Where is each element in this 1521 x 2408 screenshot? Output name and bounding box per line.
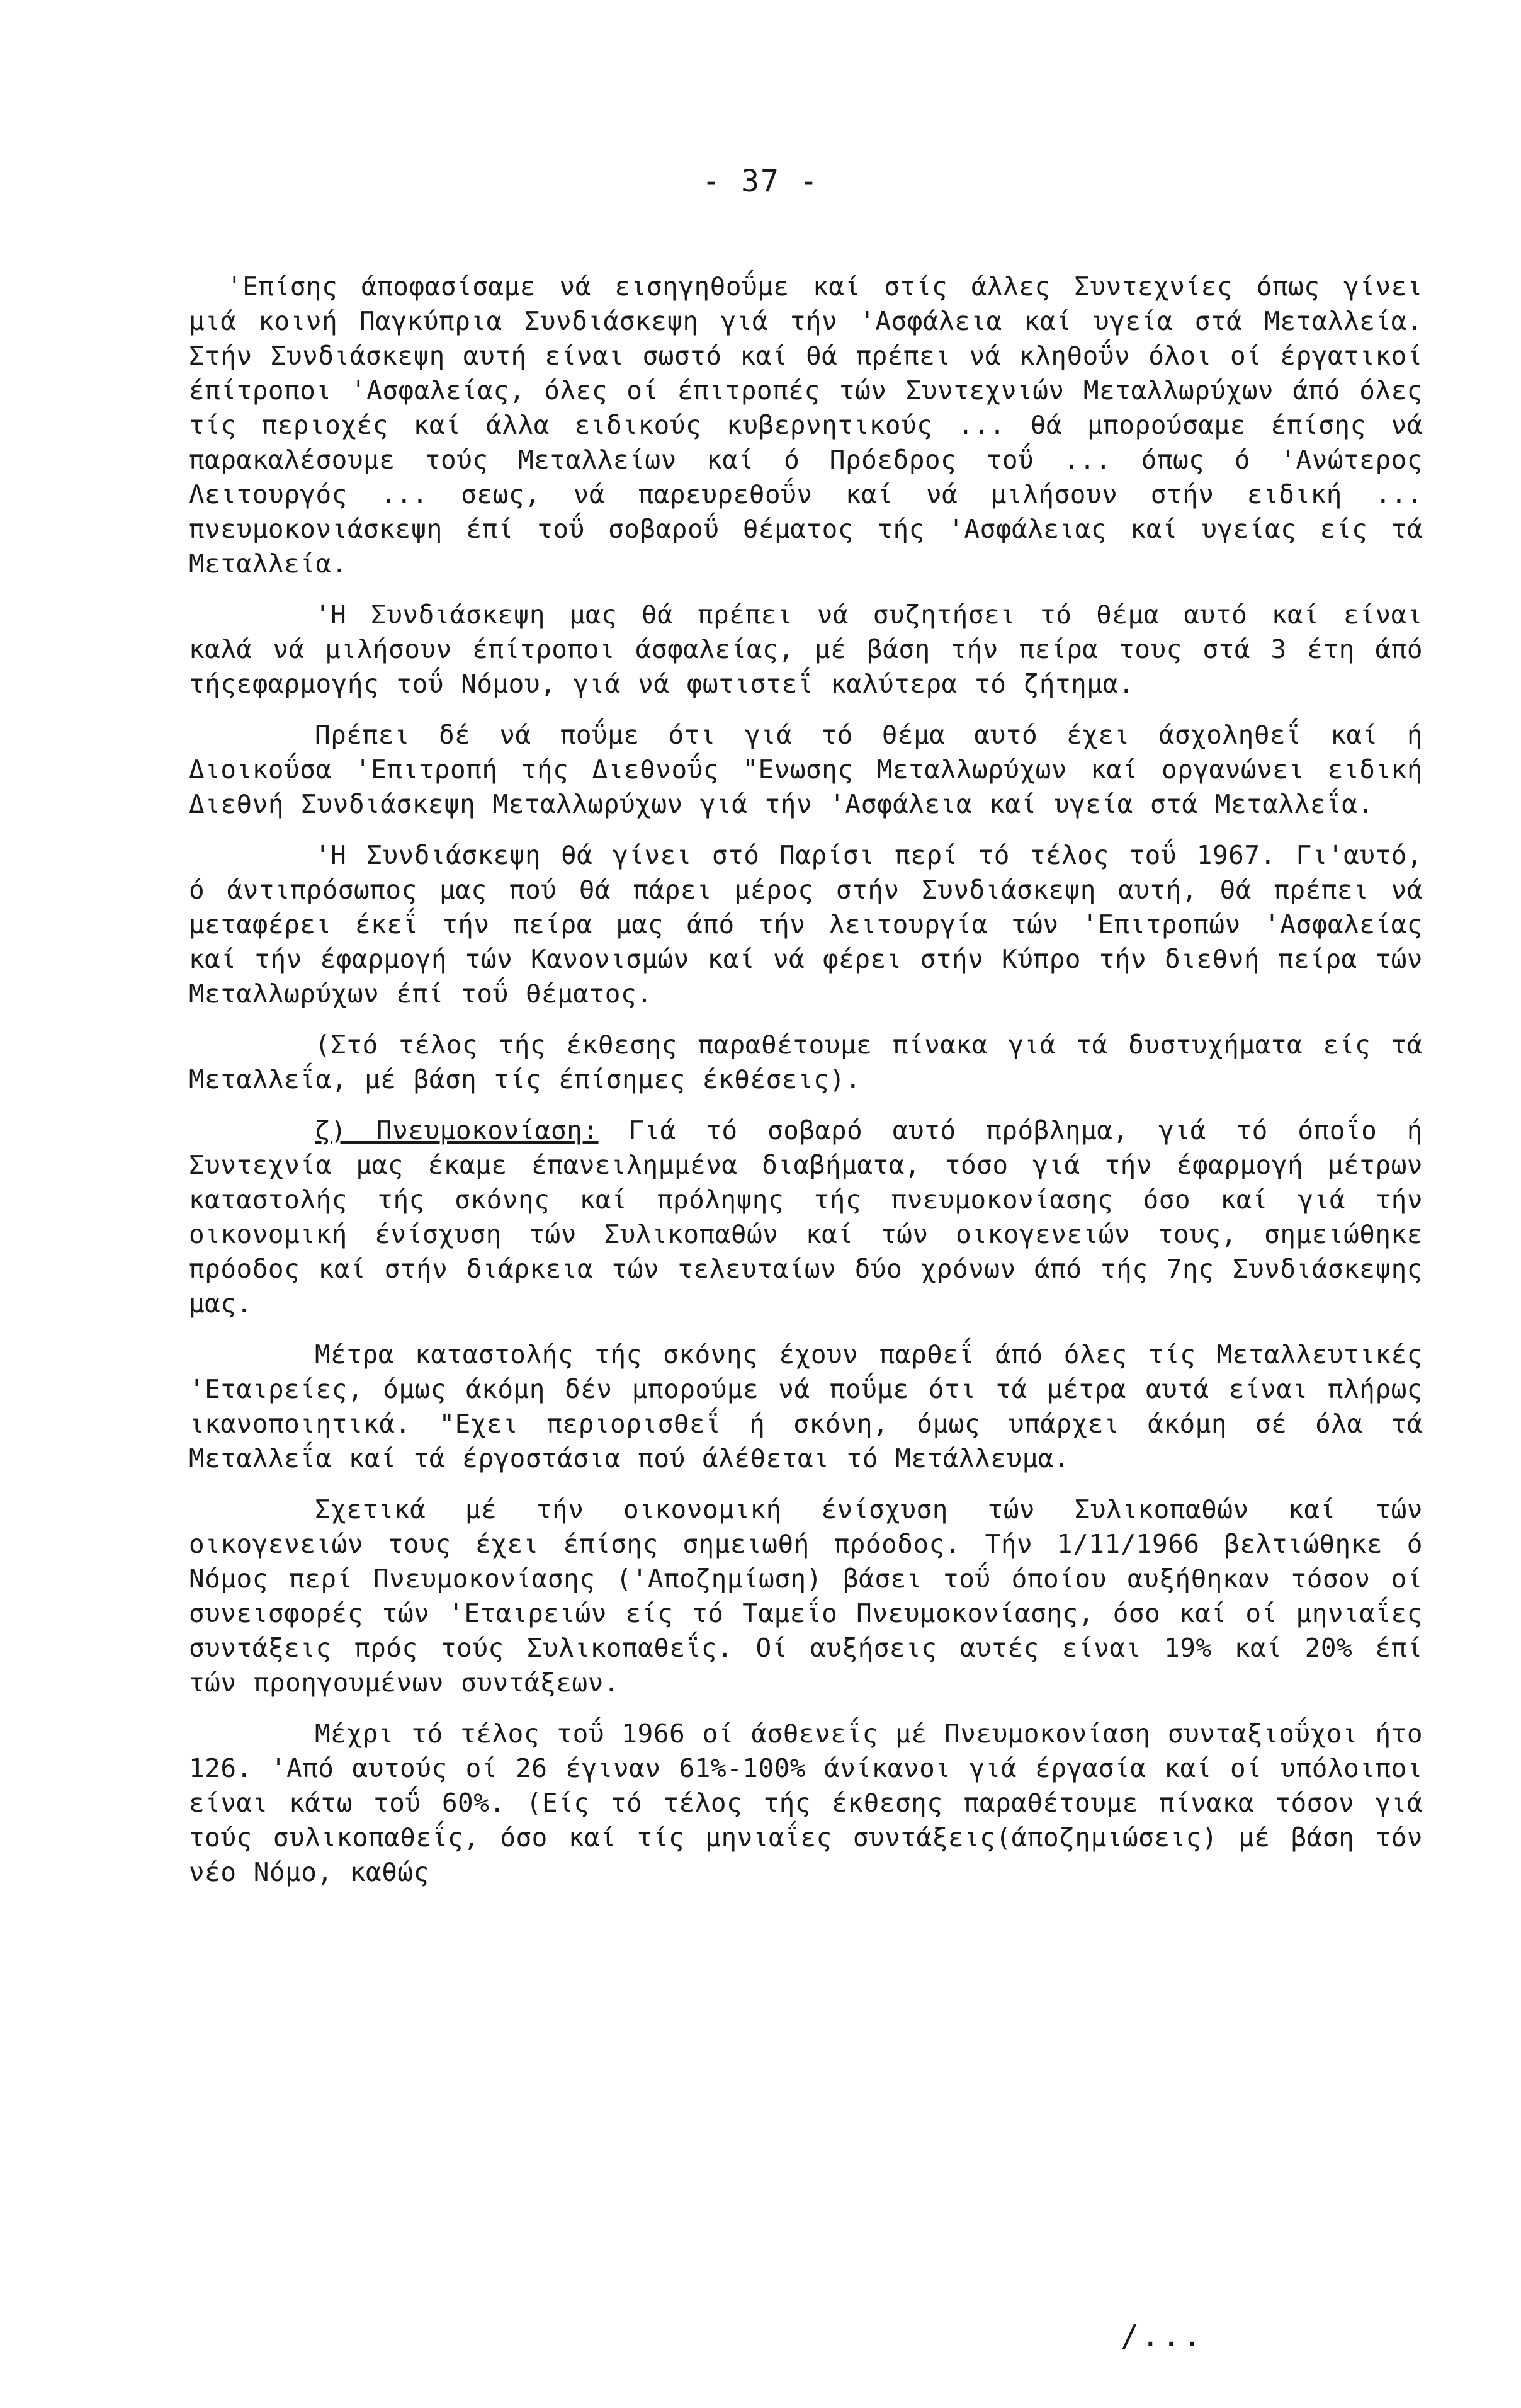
paragraph-safety-conference-proposal: 'Επίσης άποφασίσαμε νά εισηγηθοΰμε καί στίς άλλες Συντεχνίες όπως γίνει μιά κοινή Παγκύπρια Συνδιάσκεψη γιά τήν 'Ασφάλεια καί υγεία στά Μεταλλεία. Στήν Συνδιάσκεψη αυτή είναι σωστό καί θά πρέπει νά κληθοΰν όλοι οί έργατικοί έπίτροποι 'Ασφαλείας, όλες οί έπιτροπές τών Συντεχνιών Μεταλλωρύχων άπό όλες τίς περιοχές καί άλλα ειδικούς κυβερνητικούς ... θά μπορούσαμε έπίσης νά παρακαλέσουμε τούς Μεταλλείων καί ό Πρόεδρος τοΰ ... όπως ό 'Ανώτερος Λειτουργός ... σεως, νά παρευρεθοΰν καί νά μιλήσουν στήν ειδική ... πνευμοκονιάσκεψη έπί τοΰ σοβαροΰ θέματος τής 'Ασφάλειας καί υγείας είς τά Μεταλλεία.: [189, 271, 1423, 579]
paragraph-pensioners: Μέχρι τό τέλος τοΰ 1966 οί άσθενεΐς μέ Πνευμοκονίαση συνταξιοΰχοι ήτο 126. 'Από αυτούς οί 26 έγιναν 61%-100% άνίκανοι γιά έργασία καί οί υπόλοιποι είναι κάτω τοΰ 60%. (Είς τό τέλος τής έκθεσης παραθέτουμε πίνακα τόσον γιά τούς συλικοπαθεΐς, όσο καί τίς μηνιαΐες συντάξεις(άποζημιώσεις) μέ βάση τόν νέο Νόμο, καθώς: [189, 1718, 1423, 1887]
paragraph-conference-discussion: 'Η Συνδιάσκεψη μας θά πρέπει νά συζητήσει τό θέμα αυτό καί είναι καλά νά μιλήσουν έπίτροποι άσφαλείας, μέ βάση τήν πείρα τους στά 3 έτη άπό τήςεφαρμογής τοΰ Νόμου, γιά νά φωτιστεΐ καλύτερα τό ζήτημα.: [189, 599, 1423, 699]
paragraph-pneumoconiosis-text: Γιά τό σοβαρό αυτό πρόβλημα, γιά τό όποΐο ή Συντεχνία μας έκαμε έπανειλημμένα διαβήματα, τόσο γιά τήν έφαρμογή μέτρων καταστολής τής σκόνης καί πρόληψης τής πνευμοκονίασης όσο καί γιά τήν οικονομική ένίσχυση τών Συλικοπαθών καί τών οικογενειών τους, σημειώθηκε πρόοδος καί στήν διάρκεια τών τελευταίων δύο χρόνων άπό τής 7ης Συνδιάσκεψης μας.: [189, 1115, 1423, 1319]
paragraph-accident-table-note: (Στό τέλος τής έκθεσης παραθέτουμε πίνακα γιά τά δυστυχήματα είς τά Μεταλλεΐα, μέ βάση τίς έπίσημες έκθέσεις).: [189, 1030, 1423, 1094]
continuation-mark: /...: [1121, 2319, 1204, 2354]
paragraph-pneumoconiosis: [189, 1113, 1423, 1321]
section-heading-pneumoconiosis: ζ) Πνευμοκονίαση:: [315, 1115, 599, 1145]
document-body: [189, 270, 1423, 1906]
page-number: - 37 -: [702, 164, 819, 199]
paragraph-dust-suppression: Μέτρα καταστολής τής σκόνης έχουν παρθεΐ άπό όλες τίς Μεταλλευτικές 'Εταιρείες, όμως άκόμη δέν μπορούμε νά ποΰμε ότι τά μέτρα αυτά είναι πλήρως ικανοποιητικά. "Εχει περιορισθεΐ ή σκόνη, όμως υπάρχει άκόμη σέ όλα τά Μεταλλεΐα καί τά έργοστάσια πού άλέθεται τό Μετάλλευμα.: [189, 1339, 1423, 1474]
paragraph-financial-support: Σχετικά μέ τήν οικονομική ένίσχυση τών Συλικοπαθών καί τών οικογενειών τους έχει έπίσης σημειωθή πρόοδος. Τήν 1/11/1966 βελτιώθηκε ό Νόμος περί Πνευμοκονίασης ('Αποζημίωση) βάσει τοΰ όποίου αυξήθηκαν τόσον οί συνεισφορές τών 'Εταιρειών είς τό Ταμεΐο Πνευμοκονίασης, όσο καί οί μηνιαΐες συντάξεις πρός τούς Συλικοπαθεΐς. Οί αυξήσεις αυτές είναι 19% καί 20% έπί τών προηγουμένων συντάξεων.: [189, 1494, 1423, 1698]
paragraph-paris-conference: 'Η Συνδιάσκεψη θά γίνει στό Παρίσι περί τό τέλος τοΰ 1967. Γι'αυτό, ό άντιπρόσωπος μας πού θά πάρει μέρος στήν Συνδιάσκεψη αυτή, θά πρέπει νά μεταφέρει έκεΐ τήν πείρα μας άπό τήν λειτουργία τών 'Επιτροπών 'Ασφαλείας καί τήν έφαρμογή τών Κανονισμών καί νά φέρει στήν Κύπρο τήν διεθνή πείρα τών Μεταλλωρύχων έπί τοΰ θέματος.: [189, 840, 1423, 1009]
paragraph-international-union: Πρέπει δέ νά ποΰμε ότι γιά τό θέμα αυτό έχει άσχοληθεΐ καί ή Διοικοΰσα 'Επιτροπή τής Διεθνοΰς "Ενωσης Μεταλλωρύχων καί οργανώνει ειδική Διεθνή Συνδιάσκεψη Μεταλλωρύχων γιά τήν 'Ασφάλεια καί υγεία στά Μεταλλεΐα.: [189, 720, 1423, 819]
